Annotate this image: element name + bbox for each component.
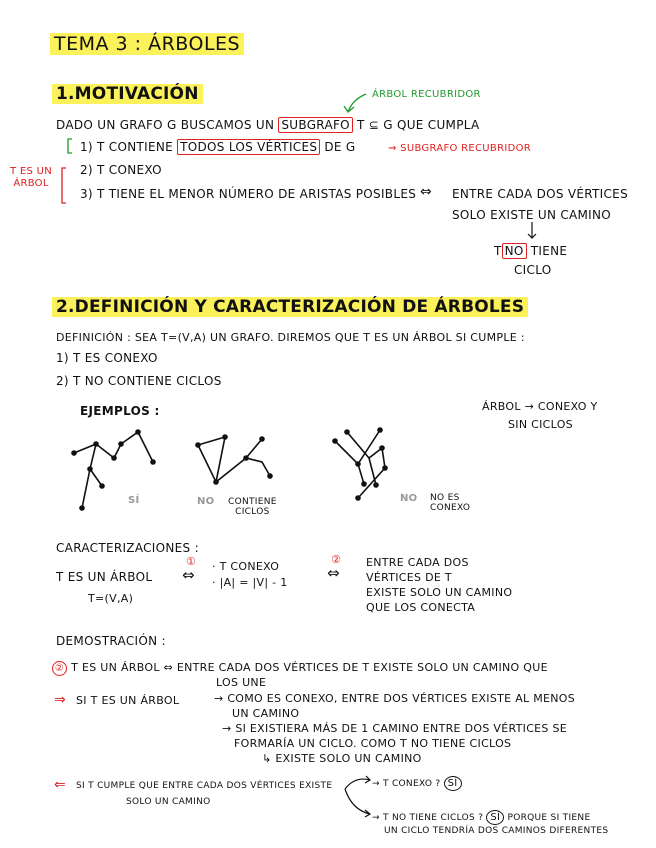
subgrafo-recubridor-note: ⇝ SUBGRAFO RECUBRIDOR [388, 143, 532, 154]
arbol-arrow-line: ÁRBOL → CONEXO Y [482, 400, 598, 413]
q2-answer: SÍ [486, 810, 504, 825]
imp-left: SI T ES UN ÁRBOL [76, 694, 180, 707]
imp-b2: FORMARÍA UN CICLO. COMO T NO TIENE CICLOS [234, 737, 512, 750]
implies-arrow: ⇒ [54, 692, 67, 708]
definicion-line: DEFINICIÓN : SEA T=(V,A) UN GRAFO. DIREMOS QUE T ES UN ÁRBOL SI CUMPLE : [56, 331, 525, 344]
condition-3: 3) T TIENE EL MENOR NÚMERO DE ARISTAS POSIBLES [80, 187, 417, 201]
num-2: ② [331, 553, 342, 566]
dem-line-1b: LOS UNE [216, 676, 267, 689]
arbol-recubridor-note: ÁRBOL RECUBRIDOR [372, 89, 481, 100]
demostracion-heading: DEMOSTRACIÓN : [56, 634, 166, 648]
intro-line: DADO UN GRAFO G BUSCAMOS UN SUBGRAFO T ⊆ G QUE CUMPLA [56, 118, 480, 132]
c2-line-1: ENTRE CADA DOS [366, 556, 469, 569]
c2-line-4: QUE LOS CONECTA [366, 601, 476, 614]
q2-line-2: UN CICLO TENDRÍA DOS CAMINOS DIFERENTES [384, 826, 609, 836]
reverse-arrow: ⇐ [54, 777, 67, 793]
dem-line-1: ② T ES UN ÁRBOL ⇔ ENTRE CADA DOS VÉRTICES DE T EXISTE SOLO UN CAMINO QUE [52, 660, 548, 676]
num-1: ① [186, 555, 197, 568]
c2-line-2: VÉRTICES DE T [366, 571, 452, 584]
subgrafo-box: SUBGRAFO [278, 117, 353, 133]
label-no-1: NO [197, 496, 215, 507]
q2-line: → T NO TIENE CICLOS ? SÍ PORQUE SI TIENE [372, 812, 591, 823]
imp-b1: → SI EXISTIERA MÁS DE 1 CAMINO ENTRE DOS VÉRTICES SE [222, 722, 568, 735]
entre-line-2: SOLO EXISTE UN CAMINO [452, 208, 612, 222]
c1-conexo: · T CONEXO [212, 560, 280, 573]
iff-2: ⇔ [327, 564, 340, 582]
q1-line: → T CONEXO ? SÍ [372, 776, 462, 791]
iff-1: ⇔ [182, 566, 195, 584]
ejemplos-label: EJEMPLOS : [80, 404, 160, 418]
imp-a2: UN CAMINO [232, 707, 300, 720]
no-tiene-line: T NO TIENE [494, 244, 568, 258]
todos-vertices-box: TODOS LOS VÉRTICES [177, 139, 320, 155]
section-1-heading: 1.MOTIVACIÓN [52, 83, 203, 105]
rev-line-2: SOLO UN CAMINO [126, 797, 211, 807]
c1-aristas: · |A| = |V| - 1 [212, 576, 288, 589]
iff-symbol: ⇔ [420, 184, 433, 200]
no-es-conexo-label: NO ES CONEXO [430, 493, 471, 513]
condition-2: 2) T CONEXO [80, 163, 162, 177]
t-es-arbol-note: T ES UN ÁRBOL [10, 166, 53, 189]
label-si: SÍ [128, 495, 140, 506]
label-no-2: NO [400, 493, 418, 504]
ciclo-word: CICLO [514, 263, 552, 277]
sin-ciclos-line: SIN CICLOS [508, 418, 573, 431]
section-2-heading: 2.DEFINICIÓN Y CARACTERIZACIÓN DE ÁRBOLES [52, 296, 528, 318]
caracterizaciones-heading: CARACTERIZACIONES : [56, 541, 199, 555]
contiene-ciclos-label: CONTIENE CICLOS [228, 497, 277, 517]
imp-b3: ↳ EXISTE SOLO UN CAMINO [262, 752, 422, 765]
c2-line-3: EXISTE SOLO UN CAMINO [366, 586, 513, 599]
page-title: TEMA 3 : ÁRBOLES [50, 32, 244, 56]
rev-line-1: SI T CUMPLE QUE ENTRE CADA DOS VÉRTICES EXISTE [76, 781, 333, 791]
imp-a1: → COMO ES CONEXO, ENTRE DOS VÉRTICES EXISTE AL MENOS [214, 692, 576, 705]
def-item-1: 1) T ES CONEXO [56, 351, 158, 365]
condition-1: 1) T CONTIENE TODOS LOS VÉRTICES DE G [80, 140, 356, 154]
entre-line-1: ENTRE CADA DOS VÉRTICES [452, 187, 628, 201]
q1-answer: SÍ [444, 776, 462, 791]
no-box: NO [502, 243, 527, 259]
t-es-un-arbol: T ES UN ÁRBOL [56, 570, 153, 584]
t-def: T=(V,A) [88, 592, 134, 605]
num-2-circle: ② [52, 661, 67, 676]
def-item-2: 2) T NO CONTIENE CICLOS [56, 374, 222, 388]
